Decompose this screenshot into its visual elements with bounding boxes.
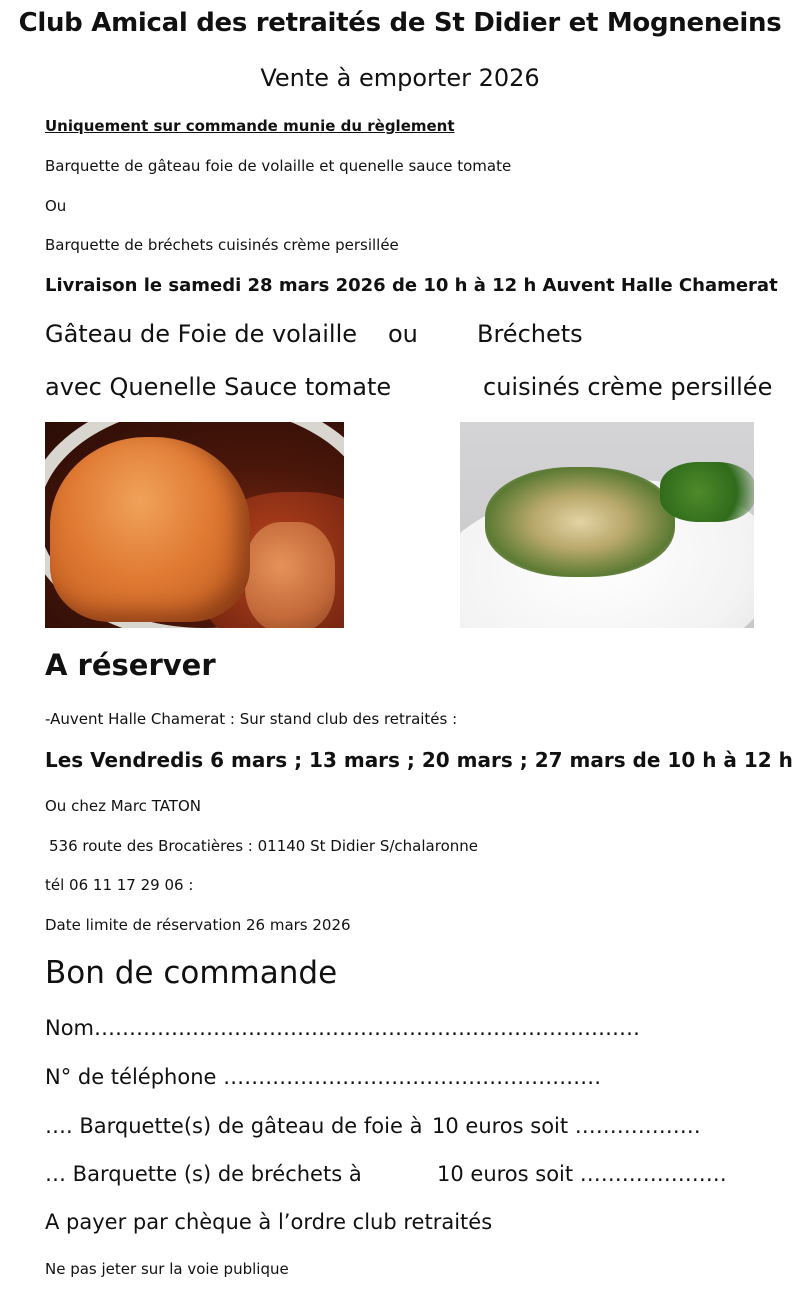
page-title: Club Amical des retraités de St Didier et Mogneneins bbox=[18, 8, 782, 38]
option-or: Ou bbox=[45, 197, 67, 215]
delivery-info: Livraison le samedi 28 mars 2026 de 10 h à 12 h Auvent Halle Chamerat bbox=[45, 275, 778, 296]
page-subtitle: Vente à emporter 2026 bbox=[260, 64, 540, 92]
arugula-garnish bbox=[660, 462, 754, 522]
dish-or: ou bbox=[388, 320, 418, 348]
order-line-liver-cake: …. Barquette(s) de gâteau de foie à bbox=[45, 1114, 423, 1138]
order-line-brechets: … Barquette (s) de bréchets à bbox=[45, 1162, 362, 1186]
reserve-address: 536 route des Brocatières : 01140 St Didier S/chalaronne bbox=[49, 837, 478, 855]
liver-cake-photo bbox=[45, 422, 344, 628]
quenelle bbox=[245, 522, 335, 628]
dish-left-line1: Gâteau de Foie de volaille bbox=[45, 320, 358, 348]
liver-cake bbox=[50, 437, 250, 622]
option-one: Barquette de gâteau foie de volaille et quenelle sauce tomate bbox=[45, 157, 512, 175]
brechets-photo bbox=[460, 422, 754, 628]
reserve-dates: Les Vendredis 6 mars ; 13 mars ; 20 mars ; 27 mars de 10 h à 12 h bbox=[45, 748, 793, 772]
payment-instructions: A payer par chèque à l’ordre club retraités bbox=[45, 1210, 493, 1234]
reserve-deadline: Date limite de réservation 26 mars 2026 bbox=[45, 916, 351, 934]
reserve-phone: tél 06 11 17 29 06 : bbox=[45, 876, 194, 894]
order-line-liver-cake-price: 10 euros soit ……………… bbox=[432, 1114, 701, 1138]
reserve-alt: Ou chez Marc TATON bbox=[45, 797, 201, 815]
brechets-dish bbox=[485, 467, 675, 577]
dish-right-line2: cuisinés crème persillée bbox=[483, 373, 773, 401]
option-two: Barquette de bréchets cuisinés crème persillée bbox=[45, 236, 399, 254]
phone-field-line: N° de téléphone ……………………………………………… bbox=[45, 1065, 602, 1089]
dish-left-line2: avec Quenelle Sauce tomate bbox=[45, 373, 392, 401]
order-condition: Uniquement sur commande munie du règlement bbox=[45, 117, 455, 135]
reserve-heading: A réserver bbox=[45, 648, 216, 682]
reserve-location: -Auvent Halle Chamerat : Sur stand club des retraités : bbox=[45, 710, 458, 728]
name-field-line: Nom…………………………………………………………………… bbox=[45, 1016, 641, 1040]
footer-notice: Ne pas jeter sur la voie publique bbox=[45, 1260, 289, 1278]
dish-right-line1: Bréchets bbox=[477, 320, 583, 348]
order-line-brechets-price: 10 euros soit ………………… bbox=[437, 1162, 727, 1186]
order-form-heading: Bon de commande bbox=[45, 955, 338, 991]
